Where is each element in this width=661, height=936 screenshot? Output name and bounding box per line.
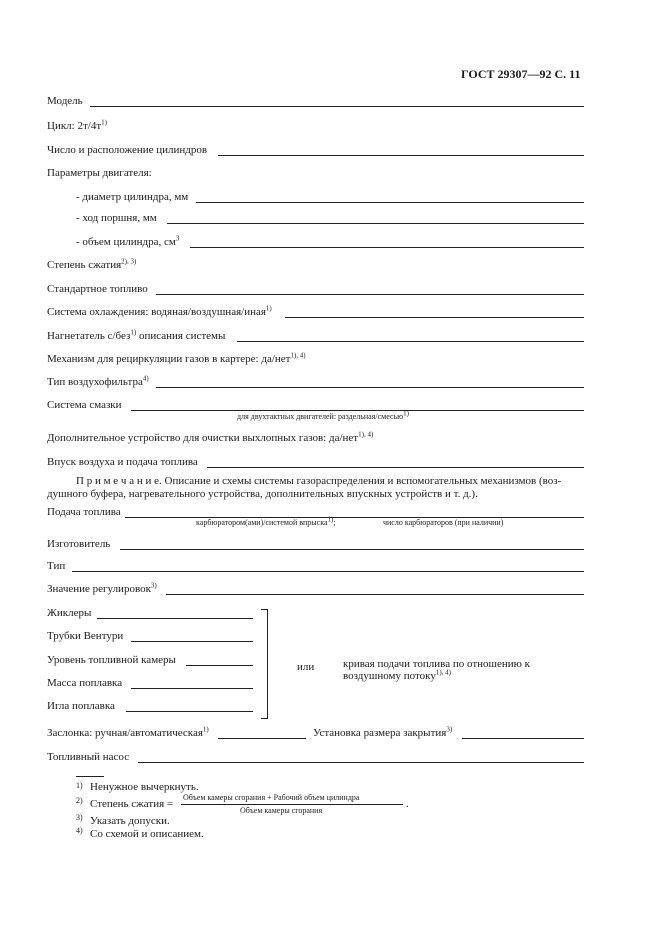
choke-label: Заслонка: ручная/автоматическая$^{1)}$ <box>47 725 209 739</box>
fuel-feed-note-a: карбюратором(ами)/системой впрыска$^{1)}$; <box>196 515 336 527</box>
exhaust-label: Дополнительное устройство для очистки выхлопных газов: да/нет$^{1), 4)}$ <box>47 430 374 444</box>
choke-field[interactable] <box>218 738 306 739</box>
closure-field[interactable] <box>462 738 584 739</box>
note-line2: душного буфера, нагревательного устройства, дополнительных впускных устройств и т. д.). <box>47 488 478 500</box>
float-level-label: Уровень топливной камеры <box>47 654 176 666</box>
compression-label: Степень сжатия$^{2), 3)}$ <box>47 257 137 271</box>
fraction-bar <box>181 804 403 805</box>
intake-label: Впуск воздуха и подача топлива <box>47 456 198 468</box>
float-needle-label: Игла поплавка <box>47 700 115 712</box>
footnote-2: Степень сжатия = <box>90 798 174 810</box>
curve-line2: воздушному потоку$^{1), 4)}$ <box>343 668 451 682</box>
fuel-feed-label: Подача топлива <box>47 506 121 518</box>
or-label: или <box>297 661 315 673</box>
float-level-field[interactable] <box>186 665 253 666</box>
footnote-4: Со схемой и описанием. <box>90 828 204 840</box>
model-label: Модель <box>47 95 83 107</box>
footnote-3: Указать допуски. <box>90 815 170 827</box>
manufacturer-label: Изготовитель <box>47 538 111 550</box>
bore-field[interactable] <box>196 202 584 203</box>
cylinders-label: Число и расположение цилиндров <box>47 144 208 156</box>
venturi-field[interactable] <box>131 641 253 642</box>
fuel-label: Стандартное топливо <box>47 283 148 295</box>
group-brace <box>261 609 268 719</box>
lubrication-label: Система смазки <box>47 399 122 411</box>
air-filter-label: Тип воздухофильтра$^{4)}$ <box>47 374 149 388</box>
stroke-field[interactable] <box>167 223 584 224</box>
footnote-2-dot: . <box>406 798 409 810</box>
volume-label: - объем цилиндра, $см^3$ <box>76 234 180 248</box>
type-field[interactable] <box>72 571 584 572</box>
note-line1: П р и м е ч а н и е. Описание и схемы системы газораспределения и вспомогательных механизмов (воз- <box>76 475 562 487</box>
intake-field[interactable] <box>207 467 584 468</box>
fuel-pump-field[interactable] <box>138 762 584 763</box>
volume-field[interactable] <box>190 247 584 248</box>
footnote-1-num: 1) <box>76 781 83 790</box>
footnote-1: Ненужное вычеркнуть. <box>90 781 199 793</box>
supercharger-field[interactable] <box>237 341 584 342</box>
footnote-2-denominator: Объем камеры сгорания <box>240 806 323 815</box>
fuel-feed-field[interactable] <box>125 517 584 518</box>
cooling-label: Система охлаждения: водяная/воздушная/иная$^{1)}$ <box>47 304 272 318</box>
closure-label: Установка размера закрытия$^{3)}$ <box>313 725 453 739</box>
fuel-pump-label: Топливный насос <box>47 751 130 763</box>
cooling-field[interactable] <box>285 317 584 318</box>
jets-field[interactable] <box>97 618 253 619</box>
engine-params-label: Параметры двигателя: <box>47 167 152 179</box>
bore-label: - диаметр цилиндра, мм <box>76 191 189 203</box>
fuel-feed-note-b: число карбюраторов (при наличии) <box>383 518 504 527</box>
footnote-3-num: 3) <box>76 813 83 822</box>
lubrication-field[interactable] <box>131 410 584 411</box>
page-header: ГОСТ 29307—92 С. 11 <box>461 67 581 81</box>
manufacturer-field[interactable] <box>120 549 584 550</box>
model-field[interactable] <box>90 106 584 107</box>
float-mass-field[interactable] <box>131 688 253 689</box>
footnote-4-num: 4) <box>76 826 83 835</box>
fuel-field[interactable] <box>156 294 584 295</box>
crankcase-label: Механизм для рециркуляции газов в картере: да/нет$^{1), 4)}$ <box>47 351 306 365</box>
float-needle-field[interactable] <box>126 711 253 712</box>
footnote-2-num: 2) <box>76 796 83 805</box>
curve-line1: кривая подачи топлива по отношению к <box>343 658 530 670</box>
float-mass-label: Масса поплавка <box>47 677 123 689</box>
settings-label: Значение регулировок$^{3)}$ <box>47 581 157 595</box>
type-label: Тип <box>47 560 66 572</box>
air-filter-field[interactable] <box>156 387 584 388</box>
lubrication-note: для двухтактных двигателей: раздельная/смесью$^{1)}$ <box>237 409 409 421</box>
settings-field[interactable] <box>166 594 584 595</box>
footnote-separator <box>76 776 104 777</box>
cylinders-field[interactable] <box>218 155 584 156</box>
jets-label: Жиклеры <box>47 607 92 619</box>
footnote-2-numerator: Объем камеры сгорания + Рабочий объем цилиндра <box>183 793 360 802</box>
supercharger-label: Нагнетатель с/без$^{1)}$ описания системы <box>47 328 226 342</box>
venturi-label: Трубки Вентури <box>47 630 124 642</box>
cycle-label: Цикл: $2т/4т^{1)}$ <box>47 118 107 132</box>
stroke-label: - ход поршня, мм <box>76 212 157 224</box>
